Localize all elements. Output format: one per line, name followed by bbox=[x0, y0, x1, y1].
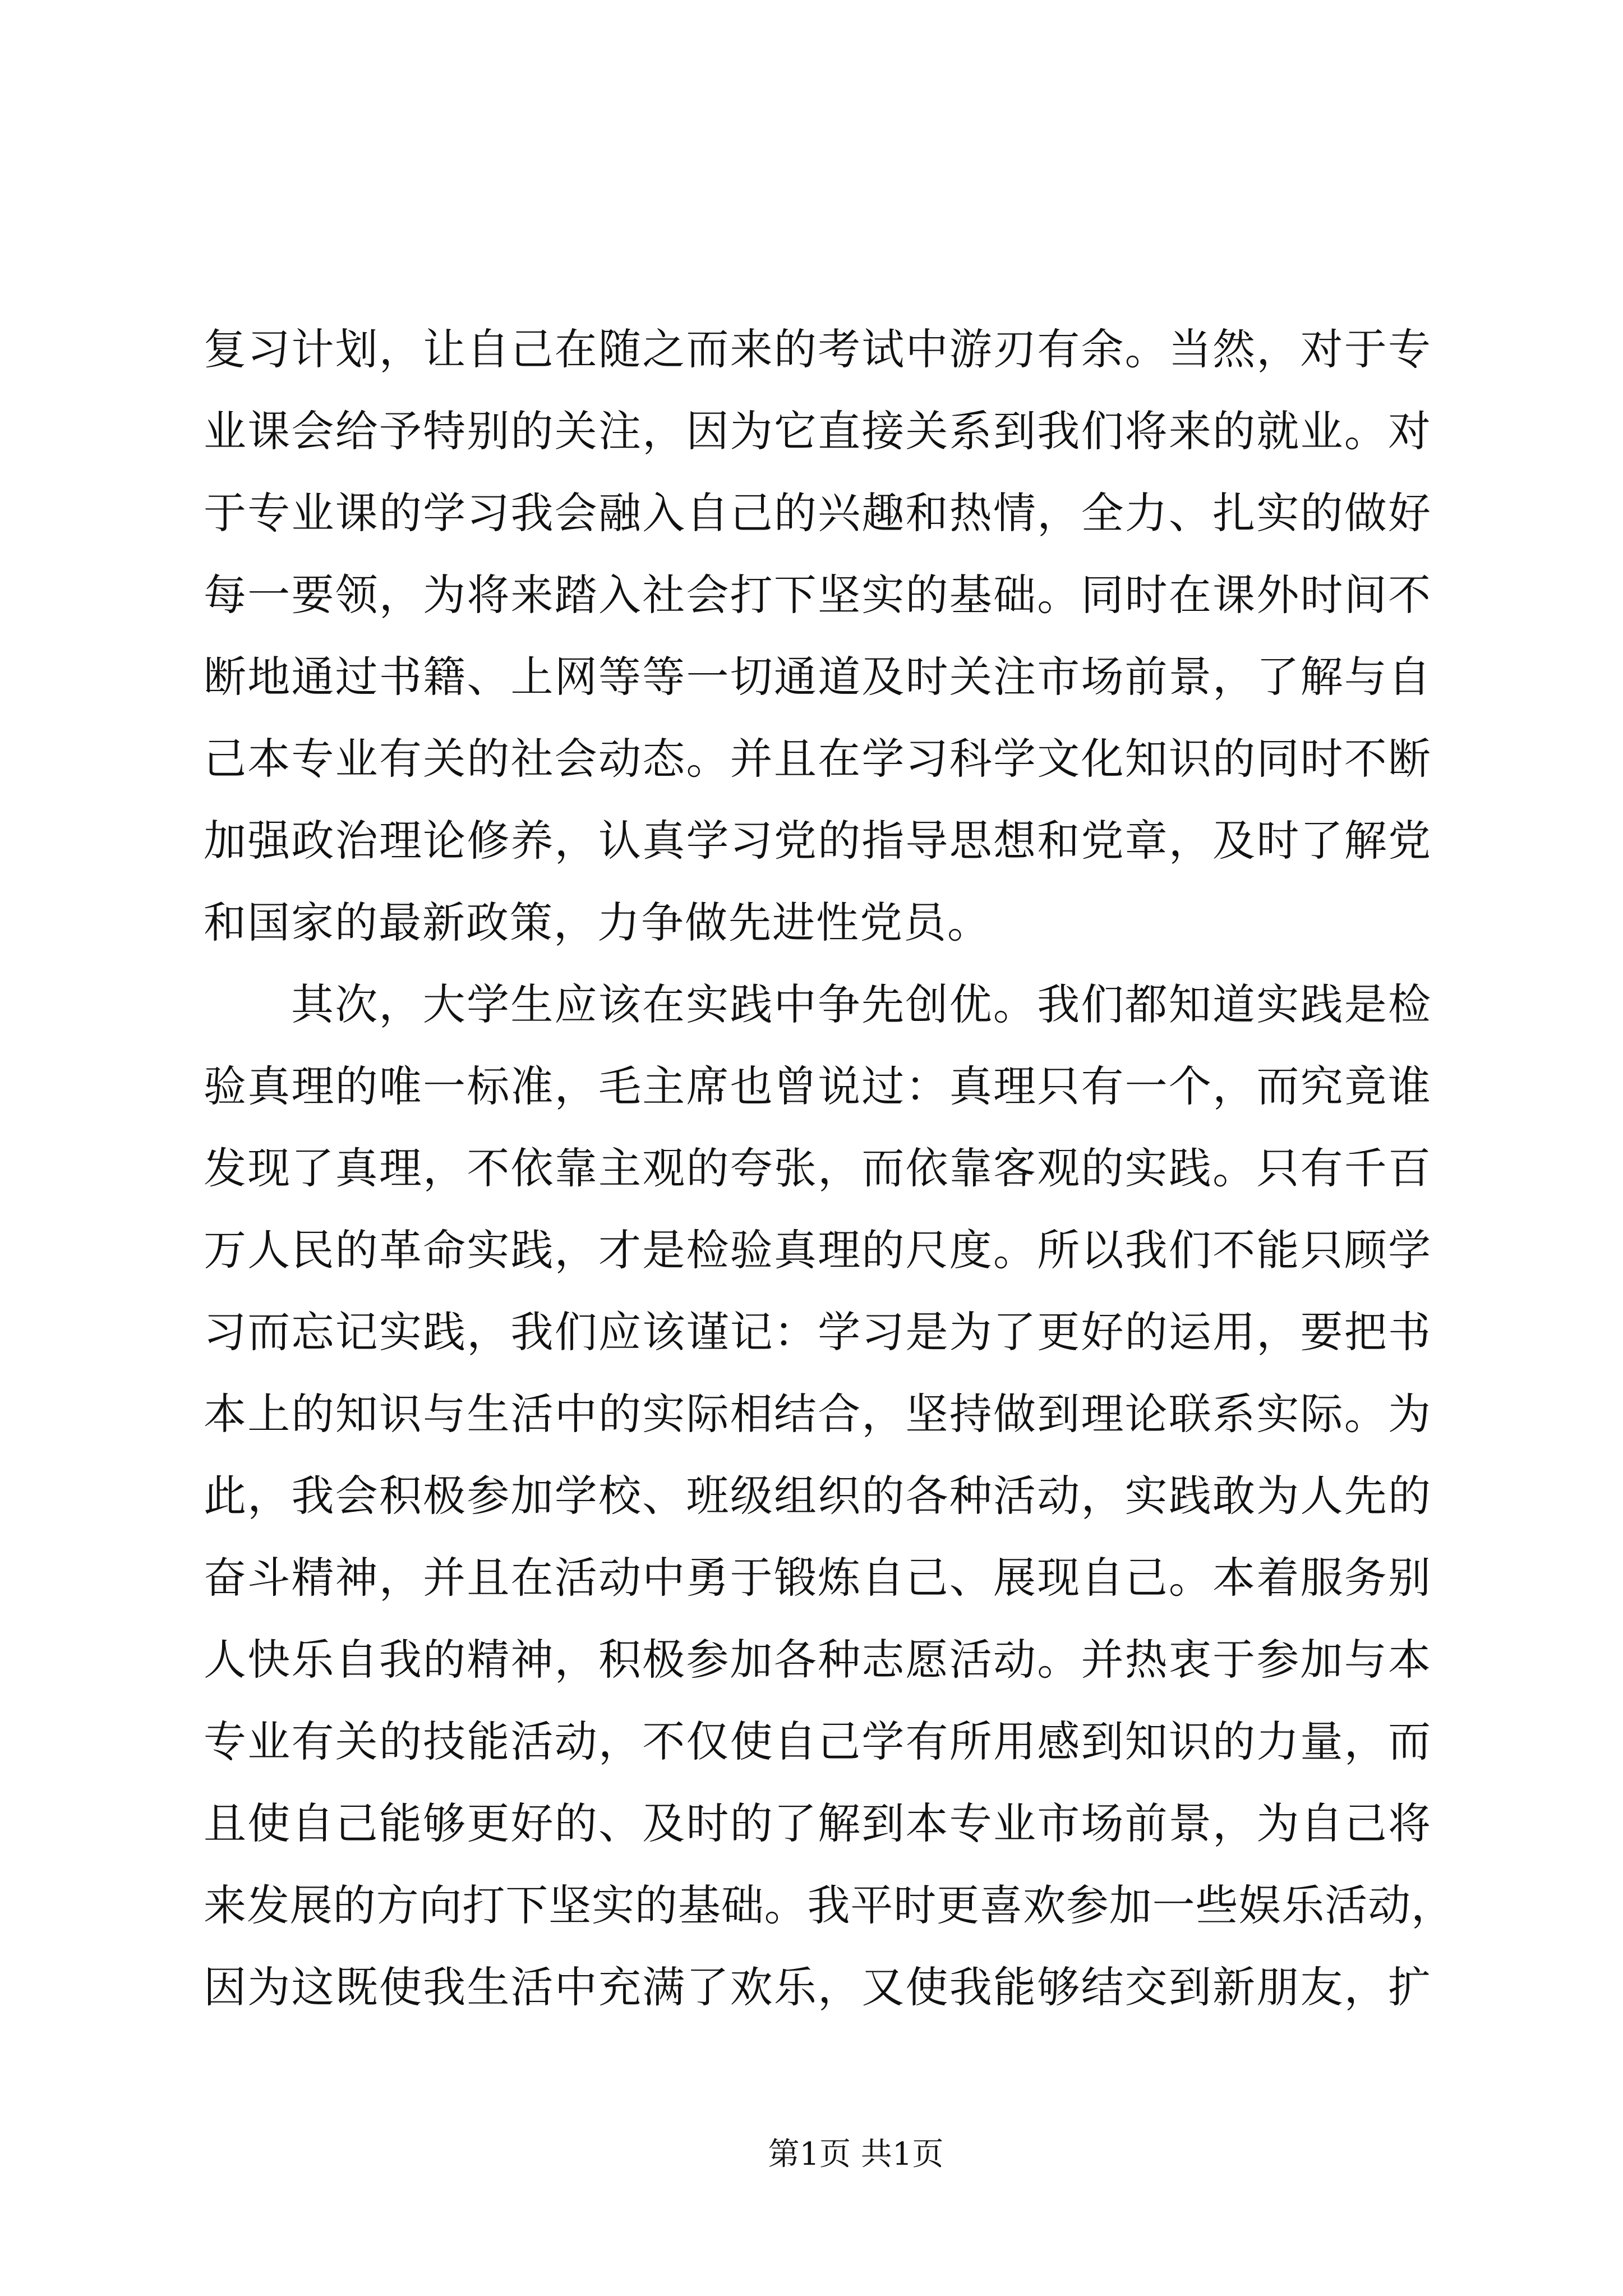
text-line: 己本专业有关的社会动态。并且在学习科学文化知识的同时不断 bbox=[204, 734, 1432, 784]
paragraph bbox=[204, 964, 1460, 2028]
text-line: 本上的知识与生活中的实际相结合，坚持做到理论联系实际。为 bbox=[204, 1389, 1432, 1439]
text-line: 且使自己能够更好的、及时的了解到本专业市场前景，为自己将 bbox=[204, 1798, 1432, 1848]
text-line: 每一要领，为将来踏入社会打下坚实的基础。同时在课外时间不 bbox=[204, 570, 1432, 620]
text-line: 加强政治理论修养，认真学习党的指导思想和党章，及时了解党 bbox=[204, 816, 1432, 866]
text-line: 因为这既使我生活中充满了欢乐，又使我能够结交到新朋友，扩 bbox=[204, 1962, 1432, 2012]
text-line: 断地通过书籍、上网等等一切通道及时关注市场前景，了解与自 bbox=[204, 652, 1432, 702]
text-line: 业课会给予特别的关注，因为它直接关系到我们将来的就业。对 bbox=[204, 406, 1432, 456]
text-line: 人快乐自我的精神，积极参加各种志愿活动。并热衷于参加与本 bbox=[204, 1635, 1432, 1685]
text-line: 和国家的最新政策，力争做先进性党员。 bbox=[204, 898, 991, 947]
text-line: 其次，大学生应该在实践中争先创优。我们都知道实践是检 bbox=[291, 979, 1432, 1029]
page-number: 第1页 共1页 bbox=[768, 2136, 944, 2173]
body-text bbox=[204, 309, 1460, 2028]
text-line: 奋斗精神，并且在活动中勇于锻炼自己、展现自己。本着服务别 bbox=[204, 1553, 1432, 1603]
text-line: 习而忘记实践，我们应该谨记：学习是为了更好的运用，要把书 bbox=[204, 1307, 1432, 1357]
text-line: 来发展的方向打下坚实的基础。我平时更喜欢参加一些娱乐活动， bbox=[204, 1880, 1454, 1930]
text-line: 专业有关的技能活动，不仅使自己学有所用感到知识的力量，而 bbox=[204, 1717, 1432, 1766]
text-line: 万人民的革命实践，才是检验真理的尺度。所以我们不能只顾学 bbox=[204, 1225, 1432, 1275]
text-line: 此，我会积极参加学校、班级组织的各种活动，实践敢为人先的 bbox=[204, 1471, 1432, 1521]
text-line: 发现了真理，不依靠主观的夸张，而依靠客观的实践。只有千百 bbox=[204, 1143, 1432, 1193]
text-line: 于专业课的学习我会融入自己的兴趣和热情，全力、扎实的做好 bbox=[204, 488, 1432, 538]
text-line: 复习计划，让自己在随之而来的考试中游刃有余。当然，对于专 bbox=[204, 324, 1432, 374]
paragraph bbox=[204, 309, 1460, 964]
text-line: 验真理的唯一标准，毛主席也曾说过：真理只有一个，而究竟谁 bbox=[204, 1061, 1432, 1111]
